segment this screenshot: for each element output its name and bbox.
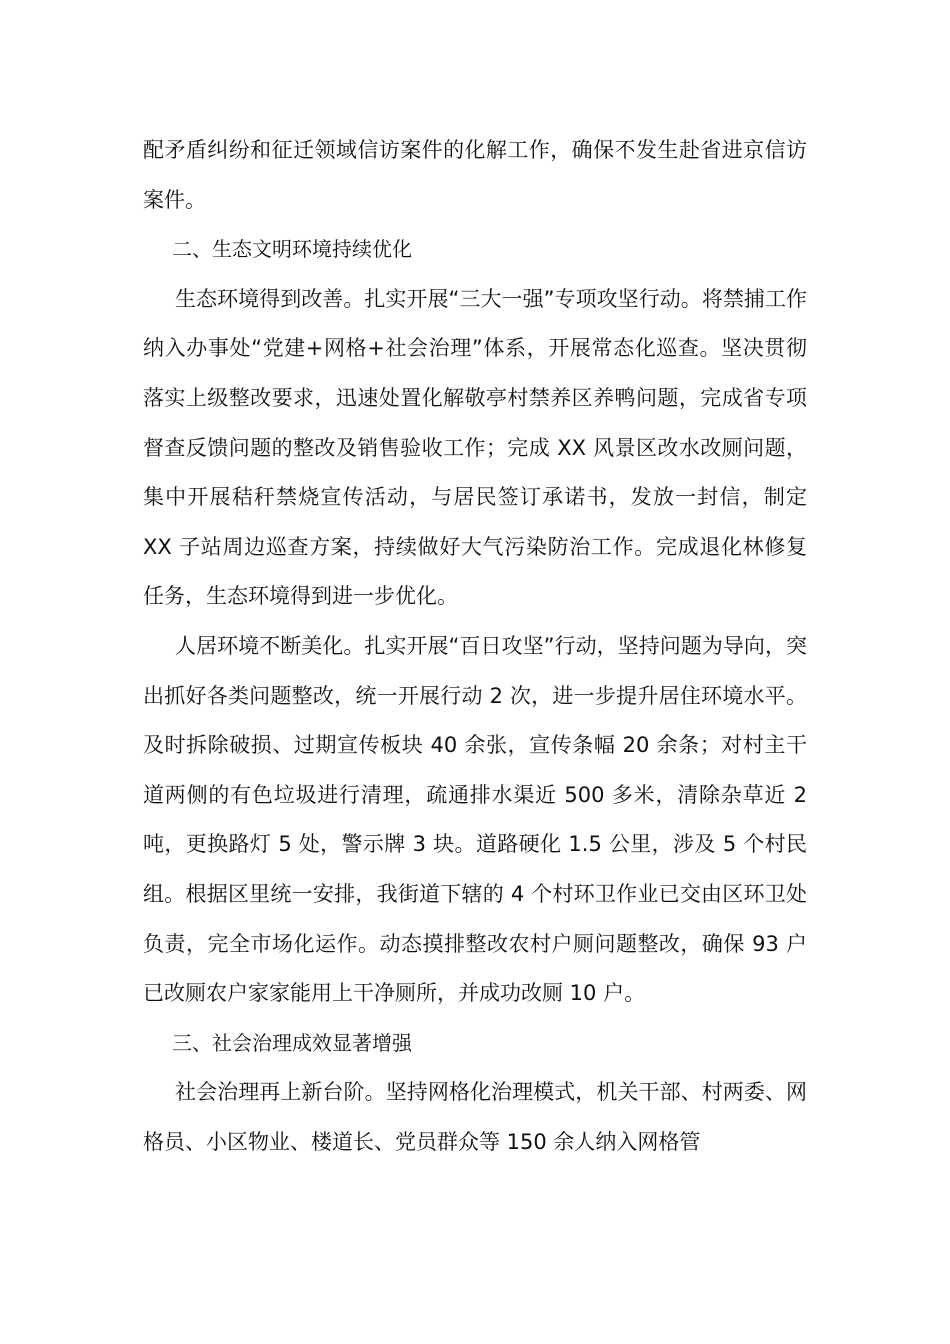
paragraph-ecological-environment: 生态环境得到改善。扎实开展“三大一强”专项攻坚行动。将禁捕工作纳入办事处“党建+网格+社会治理”体系，开展常态化巡查。坚决贯彻落实上级整改要求，迅速处置化解敬亭村禁养区养鸭问题，完成省专项督查反馈问题的整改及销售验收工作；完成 XX 风景区改水改厕问题，集中开展秸秆禁烧宣传活动，与居民签订承诺书，发放一封信，制定 XX 子站周边巡查方案，持续做好大气污染防治工作。完成退化林修复任务，生态环境得到进一步优化。 [143, 286, 807, 609]
paragraph-continuation: 配矛盾纠纷和征迁领域信访案件的化解工作，确保不发生赴省进京信访案件。 [143, 138, 807, 212]
paragraph-social-governance: 社会治理再上新台阶。坚持网格化治理模式，机关干部、村两委、网格员、小区物业、楼道长、党员群众等 150 余人纳入网格管 [143, 1080, 807, 1154]
section-heading-ecology: 二、生态文明环境持续优化 [172, 237, 412, 262]
paragraph-living-environment: 人居环境不断美化。扎实开展“百日攻坚”行动，坚持问题为导向，突出抓好各类问题整改，统一开展行动 2 次，进一步提升居住环境水平。及时拆除破损、过期宣传板块 40 余张，宣传条幅 20 余条；对村主干道两侧的有色垃圾进行清理，疏通排水渠近 500 多米，清除杂草近 2 吨，更换路灯 5 处，警示牌 3 块。道路硬化 1.5 公里，涉及 5 个村民组。根据区里统一安排，我街道下辖的 4 个村环卫作业已交由区环卫处负责，完全市场化运作。动态摸排整改农村户厕问题整改，确保 93 户已改厕农户家家能用上干净厕所，并成功改厕 10 户。 [143, 633, 807, 1006]
document-body [143, 126, 807, 1167]
section-heading-social-governance: 三、社会治理成效显著增强 [172, 1030, 412, 1055]
